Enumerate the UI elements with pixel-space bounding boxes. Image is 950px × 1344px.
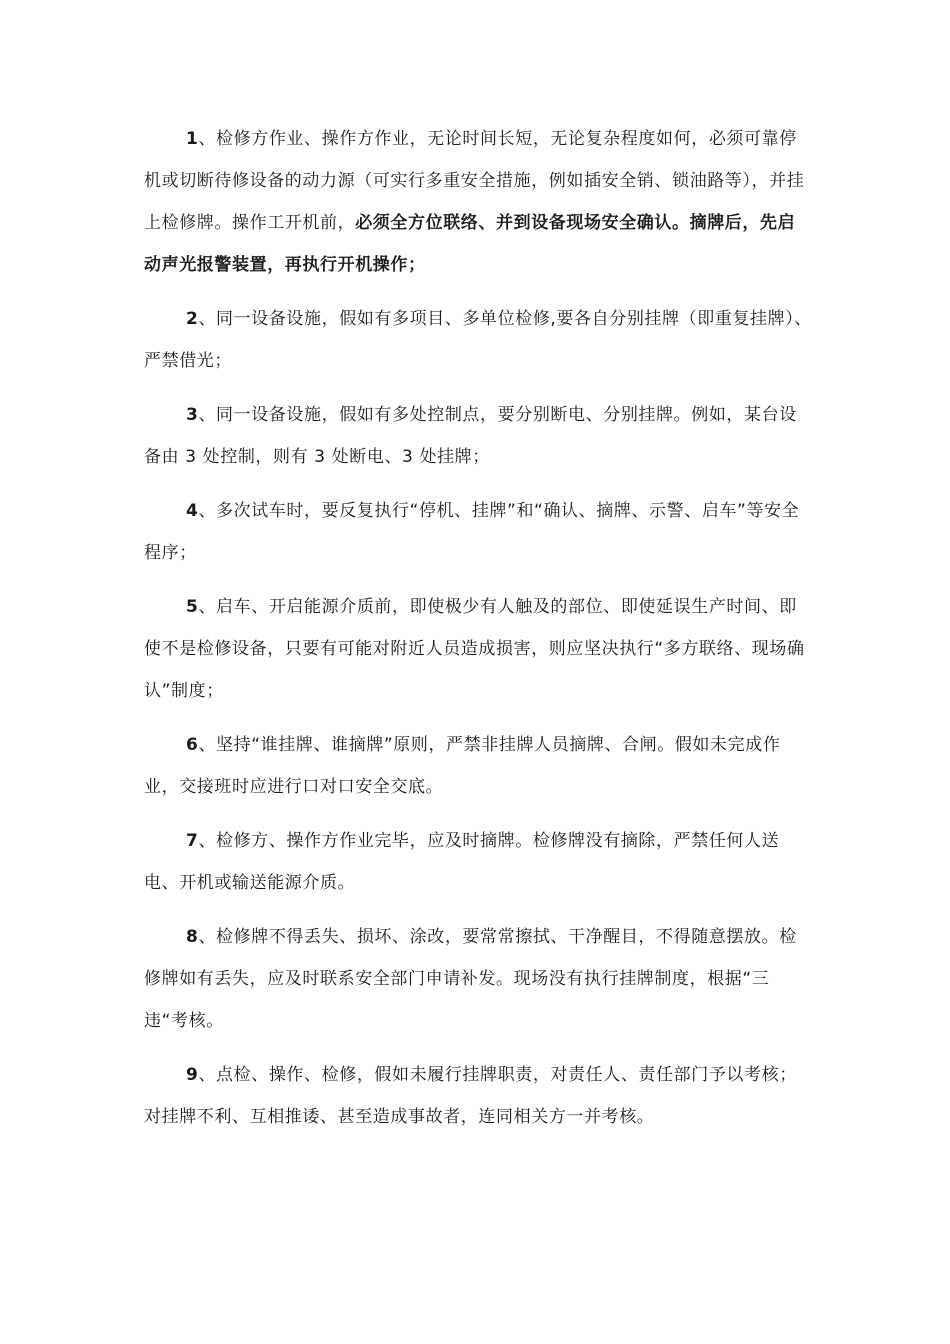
clause-number: 2 <box>186 309 199 329</box>
document-body <box>144 118 812 1150</box>
clause-9 <box>144 1054 812 1138</box>
clause-number: 9 <box>186 1065 199 1085</box>
clause-2 <box>144 298 812 382</box>
clause-number: 7 <box>186 831 199 851</box>
clause-number: 3 <box>186 405 199 425</box>
clause-6 <box>144 724 812 808</box>
clause-text: 、多次试车时，要反复执行“停机、挂牌”和“确认、摘牌、示警、启车”等安全程序； <box>144 501 800 563</box>
clause-text: 、检修牌不得丢失、损坏、涂改，要常常擦拭、干净醒目，不得随意摆放。检修牌如有丢失，应及时联系安全部门申请补发。现场没有执行挂牌制度，根据“三违“考核。 <box>144 927 797 1031</box>
clause-7 <box>144 820 812 904</box>
clause-text: 、坚持“谁挂牌、谁摘牌”原则，严禁非挂牌人员摘牌、合闸。假如未完成作业，交接班时应进行口对口安全交底。 <box>144 735 781 797</box>
clause-text: 、检修方、操作方作业完毕，应及时摘牌。检修牌没有摘除，严禁任何人送电、开机或输送能源介质。 <box>144 831 780 893</box>
clause-text: 、同一设备设施，假如有多处控制点，要分别断电、分别挂牌。例如，某台设备由 3 处控制，则有 3 处断电、3 处挂牌； <box>144 405 797 467</box>
clause-8 <box>144 916 812 1042</box>
clause-number: 8 <box>186 927 199 947</box>
clause-text: 、点检、操作、检修，假如未履行挂牌职责，对责任人、责任部门予以考核；对挂牌不利、互相推诿、甚至造成事故者，连同相关方一并考核。 <box>144 1065 797 1127</box>
clause-1 <box>144 118 812 286</box>
clause-number: 6 <box>186 735 199 755</box>
clause-text: 、同一设备设施，假如有多项目、多单位检修,要各自分别挂牌（即重复挂牌）、严禁借光； <box>144 309 812 371</box>
clause-text: 、检修方作业、操作方作业，无论时间长短，无论复杂程度如何，必须可靠停机或切断待修设备的动力源（可实行多重安全措施，例如插安全销、锁油路等），并挂上检修牌。操作工开机前， <box>144 129 805 233</box>
clause-3 <box>144 394 812 478</box>
clause-text: 、启车、开启能源介质前，即使极少有人触及的部位、即使延误生产时间、即使不是检修设备，只要有可能对附近人员造成损害，则应坚决执行“多方联络、现场确认”制度； <box>144 597 805 701</box>
clause-number: 1 <box>186 129 199 149</box>
clause-number: 5 <box>186 597 199 617</box>
clause-4 <box>144 490 812 574</box>
clause-bold-text: 必须全方位联络、并到设备现场安全确认。摘牌后，先启动声光报警装置，再执行开机操作； <box>144 213 796 275</box>
clause-number: 4 <box>186 501 199 521</box>
clause-5 <box>144 586 812 712</box>
